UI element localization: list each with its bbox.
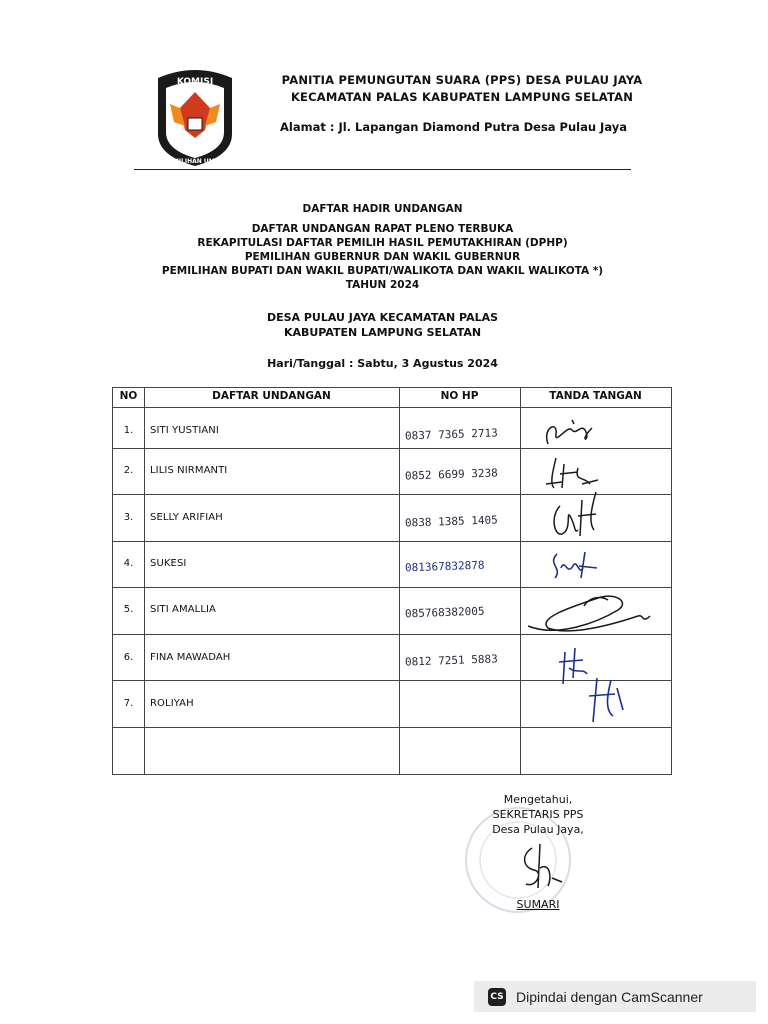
row-name: ROLIYAH [150,698,194,709]
letterhead-address: Alamat : Jl. Lapangan Diamond Putra Desa Pulau Jaya [280,120,627,134]
secretary-signature [510,838,580,896]
subheading-line: PEMILIHAN GUBERNUR DAN WAKIL GUBERNUR [244,251,521,263]
row-no: 2. [123,465,134,476]
subheading-line: PEMILIHAN BUPATI DAN WAKIL BUPATI/WALIKOTA DAN WAKIL WALIKOTA *) [161,265,604,277]
approval-line: Desa Pulau Jaya, [492,823,584,836]
letterhead-divider [134,169,631,170]
letterhead-title [262,72,662,106]
letterhead-line1: PANITIA PEMUNGUTAN SUARA (PPS) DESA PULAU JAYA [281,73,643,87]
location-line: DESA PULAU JAYA KECAMATAN PALAS [266,311,499,324]
row-hp: 0812 7251 5883 [404,652,498,669]
subheading-line: TAHUN 2024 [345,279,420,291]
row-hp: 085768382005 [404,604,485,621]
signature-scribble [538,416,608,450]
document-subheading [134,222,631,292]
row-no: 7. [123,698,134,709]
table-column-divider [144,388,145,774]
logo-text-bottom: PEMILIHAN UMUM [164,158,226,165]
signature-scribble [548,486,608,542]
row-no: 3. [123,512,134,523]
row-hp: 0838 1385 1405 [404,513,498,530]
row-hp: 081367832878 [404,558,485,575]
subheading-line: DAFTAR UNDANGAN RAPAT PLENO TERBUKA [251,223,514,235]
row-name: SELLY ARIFIAH [150,512,223,523]
signature-scribble [545,546,605,584]
document-location [134,310,631,340]
table-row-divider [113,727,671,728]
logo-text-top: KOMISI [176,77,214,87]
header-name: DAFTAR UNDANGAN [212,390,331,402]
signature-scribble [553,644,633,724]
letterhead-line2: KECAMATAN PALAS KABUPATEN LAMPUNG SELATAN [290,90,634,104]
kpu-logo-icon [150,64,240,168]
row-no: 1. [123,425,134,436]
document-heading: DAFTAR HADIR UNDANGAN [302,203,463,215]
subheading-line: REKAPITULASI DAFTAR PEMILIH HASIL PEMUTAKHIRAN (DPHP) [197,237,568,249]
header-no: NO [119,390,138,402]
attendance-table [112,387,672,775]
header-signature: TANDA TANGAN [549,390,642,402]
row-name: SITI AMALLIA [150,604,216,615]
camscanner-watermark [474,981,756,1012]
camscanner-text: Dipindai dengan CamScanner [516,988,703,1005]
location-line: KABUPATEN LAMPUNG SELATAN [283,326,482,339]
row-no: 6. [123,652,134,663]
signature-scribble [518,586,658,640]
row-hp: 0852 6699 3238 [404,466,498,483]
camscanner-icon: CS [488,988,506,1006]
approval-line: SEKRETARIS PPS [492,808,584,821]
document-date: Hari/Tanggal : Sabtu, 3 Agustus 2024 [267,357,498,370]
signer-name: SUMARI [516,898,560,911]
table-row-divider [113,407,671,408]
approval-block [478,792,598,837]
row-no: 5. [123,604,134,615]
row-name: FINA MAWADAH [150,652,231,663]
row-name: SITI YUSTIANI [150,425,219,436]
row-name: LILIS NIRMANTI [150,465,228,476]
row-name: SUKESI [150,558,187,569]
approval-line: Mengetahui, [503,793,573,806]
row-hp: 0837 7365 2713 [404,426,498,443]
table-column-divider [520,388,521,774]
table-column-divider [399,388,400,774]
row-no: 4. [123,558,134,569]
header-hp: NO HP [440,390,479,402]
